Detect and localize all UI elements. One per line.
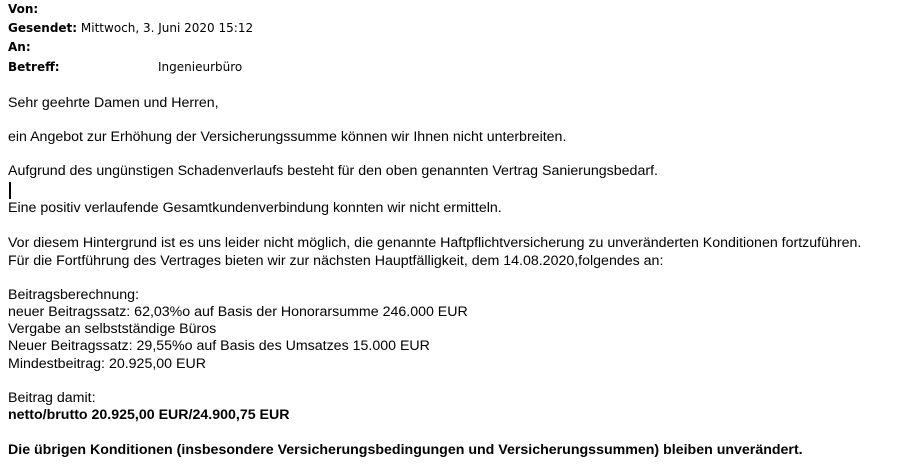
paragraph-customer: Eine positiv verlaufende Gesamtkundenverbindung konnten wir nicht ermitteln. bbox=[8, 200, 502, 216]
to-label: An: bbox=[8, 40, 31, 54]
result-value: netto/brutto 20.925,00 EUR/24.900,75 EUR bbox=[8, 407, 290, 423]
calc-title: Beitragsberechnung: bbox=[8, 287, 139, 303]
paragraph-offer: ein Angebot zur Erhöhung der Versicherungssumme können wir Ihnen nicht unterbreiten. bbox=[8, 129, 567, 145]
sent-row bbox=[8, 21, 253, 36]
calc-line-4: Mindestbeitrag: 20.925,00 EUR bbox=[8, 356, 206, 372]
sent-value: Mittwoch, 3. Juni 2020 15:12 bbox=[80, 21, 254, 35]
from-label: Von: bbox=[8, 2, 39, 16]
subject-row bbox=[8, 60, 60, 75]
calc-line-1: neuer Beitragssatz: 62,03%o auf Basis der Honorarsumme 246.000 EUR bbox=[8, 304, 468, 320]
paragraph-background-1: Vor diesem Hintergrund ist es uns leider nicht möglich, die genannte Haftpflichtversicherung zu unveränderten Konditionen fortzuführen. bbox=[8, 235, 862, 251]
closing-note: Die übrigen Konditionen (insbesondere Versicherungsbedingungen und Versicherungssummen) bleiben unverändert. bbox=[8, 442, 803, 458]
result-label: Beitrag damit: bbox=[8, 390, 96, 406]
calc-line-2: Vergabe an selbstständige Büros bbox=[8, 321, 217, 337]
sent-label: Gesendet: bbox=[8, 21, 78, 35]
greeting: Sehr geehrte Damen und Herren, bbox=[8, 95, 219, 111]
paragraph-background-2: Für die Fortführung des Vertrages bieten wir zur nächsten Hauptfälligkeit, dem 14.08.2020,folgendes an: bbox=[8, 253, 664, 269]
subject-label: Betreff: bbox=[8, 60, 60, 74]
subject-value: Ingenieurbüro bbox=[158, 60, 243, 74]
from-row bbox=[8, 2, 38, 17]
calc-line-3: Neuer Beitragssatz: 29,55%o auf Basis des Umsatzes 15.000 EUR bbox=[8, 338, 430, 354]
to-row bbox=[8, 40, 31, 55]
text-cursor bbox=[9, 182, 11, 199]
paragraph-claims: Aufgrund des ungünstigen Schadenverlaufs besteht für den oben genannten Vertrag Sanierungsbedarf. bbox=[8, 163, 658, 179]
